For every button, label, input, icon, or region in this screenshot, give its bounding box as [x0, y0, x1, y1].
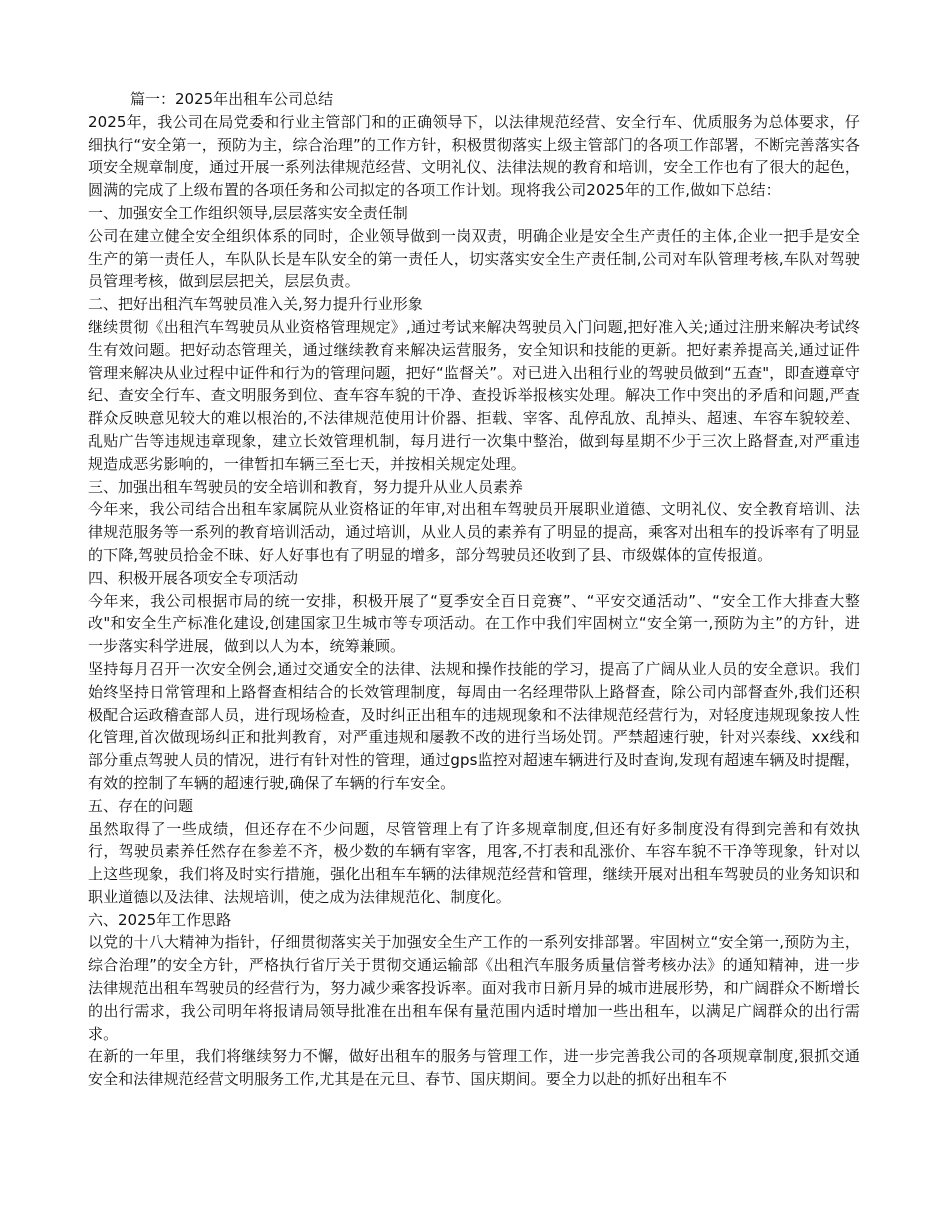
- section-heading: 六、2025年工作思路: [88, 910, 232, 929]
- section-heading: 二、把好出租汽车驾驶员准入关,努力提升行业形象: [88, 295, 423, 314]
- paragraph: 在新的一年里，我们将继续努力不懈，做好出租车的服务与管理工作，进一步完善我公司的各项规章制度,狠抓交通安全和法律规范经营文明服务工作,尤其是在元旦、春节、国庆期间。要全力以赴的抓好出租车不: [88, 1047, 860, 1089]
- section-heading: 四、积极开展各项安全专项活动: [88, 568, 299, 587]
- document-body: [88, 111, 860, 1091]
- section-heading: 五、存在的问题: [88, 796, 194, 815]
- section-heading: 一、加强安全工作组织领导,层层落实安全责任制: [88, 203, 408, 222]
- paragraph: 2025年，我公司在局党委和行业主管部门和的正确领导下，以法律规范经营、安全行车、优质服务为总体要求，仔细执行“安全第一，预防为主，综合治理”的工作方针，积极贯彻落实上级主管部门的各项工作部署，不断完善落实各项安全规章制度，通过开展一系列法律规范经营、文明礼仪、法律法规的教育和培训，安全工作也有了很大的起色，圆满的完成了上级布置的各项任务和公司拟定的各项工作计划。现将我公司2025年的工作,做如下总结：: [88, 112, 860, 200]
- section-heading: 三、加强出租车驾驶员的安全培训和教育，努力提升从业人员素养: [88, 477, 524, 496]
- paragraph: 以党的十八大精神为指针，仔细贯彻落实关于加强安全生产工作的一系列安排部署。牢固树立“安全第一,预防为主，综合治理”的安全方针，严格执行省厅关于贯彻交通运输部《出租汽车服务质量信誉考核办法》的通知精神，进一步法律规范出租车驾驶员的经营行为，努力减少乘客投诉率。面对我市日新月异的城市进展形势，和广阔群众不断增长的出行需求，我公司明年将报请局领导批准在出租车保有量范围内适时增加一些出租车，以满足广阔群众的出行需求。: [88, 933, 860, 1043]
- paragraph: 坚持每月召开一次安全例会,通过交通安全的法律、法规和操作技能的学习，提高了广阔从业人员的安全意识。我们始终坚持日常管理和上路督查相结合的长效管理制度，每周由一名经理带队上路督查，除公司内部督查外,我们还积极配合运政稽查部人员，进行现场检查，及时纠正出租车的违规现象和不法律规范经营行为，对轻度违规现象按人性化管理,首次做现场纠正和批判教育，对严重违规和屡教不改的进行当场处罚。严禁超速行驶，针对兴泰线、xx线和部分重点驾驶人员的情况，进行有针对性的管理，通过gps监控对超速车辆进行及时查询,发现有超速车辆及时提醒，有效的控制了车辆的超速行驶,确保了车辆的行车安全。: [88, 659, 860, 792]
- paragraph: 虽然取得了一些成绩，但还存在不少问题，尽管管理上有了许多规章制度,但还有好多制度没有得到完善和有效执行，驾驶员素养任然存在参差不齐，极少数的车辆有宰客，甩客,不打表和乱涨价、车容车貌不干净等现象，针对以上这些现象，我们将及时实行措施，强化出租车车辆的法律规范经营和管理，继续开展对出租车驾驶员的业务知识和职业道德以及法律、法规培训，使之成为法律规范化、制度化。: [88, 819, 860, 906]
- paragraph: 继续贯彻《出租汽车驾驶员从业资格管理规定》,通过考试来解决驾驶员入门问题,把好准入关;通过注册来解决考试终生有效问题。把好动态管理关，通过继续教育来解决运营服务，安全知识和技能的更新。把好素养提高关,通过证件管理来解决从业过程中证件和行为的管理问题，把好“监督关”。对已进入出租行业的驾驶员做到“五查"，即查遵章守纪、查安全行车、查文明服务到位、查车容车貌的干净、查投诉举报核实处理。解决工作中突出的矛盾和问题,严查群众反映意见较大的难以根治的,不法律规范使用计价器、拒载、宰客、乱停乱放、乱掉头、超速、车容车貌较差、乱贴广告等违规违章现象，建立长效管理机制，每月进行一次集中整治，做到每星期不少于三次上路督查,对严重违规造成恶劣影响的，一律暂扣车辆三至七天，并按相关规定处理。: [88, 317, 860, 473]
- document-title: 篇一：2025年出租车公司总结: [130, 90, 334, 108]
- paragraph: 公司在建立健全安全组织体系的同时，企业领导做到一岗双责，明确企业是安全生产责任的主体,企业一把手是安全生产的第一责任人，车队队长是车队安全的第一责任人，切实落实安全生产责任制,公司对车队管理考核,车队对驾驶员管理考核，做到层层把关，层层负责。: [88, 226, 860, 291]
- paragraph: 今年来，我公司根据市局的统一安排，积极开展了“夏季安全百日竞赛”、“平安交通活动”、“安全工作大排查大整改"和安全生产标准化建设,创建国家卫生城市等专项活动。在工作中我们牢固树立“安全第一,预防为主”的方针，进一步落实科学进展，做到以人为本，统筹兼顾。: [88, 591, 860, 656]
- paragraph: 今年来，我公司结合出租车家属院从业资格证的年审,对出租车驾驶员开展职业道德、文明礼仪、安全教育培训、法律规范服务等一系列的教育培训活动，通过培训，从业人员的素养有了明显的提高，乘客对出租车的投诉率有了明显的下降,驾驶员拾金不昧、好人好事也有了明显的增多，部分驾驶员还收到了县、市级媒体的宣传报道。: [88, 500, 860, 564]
